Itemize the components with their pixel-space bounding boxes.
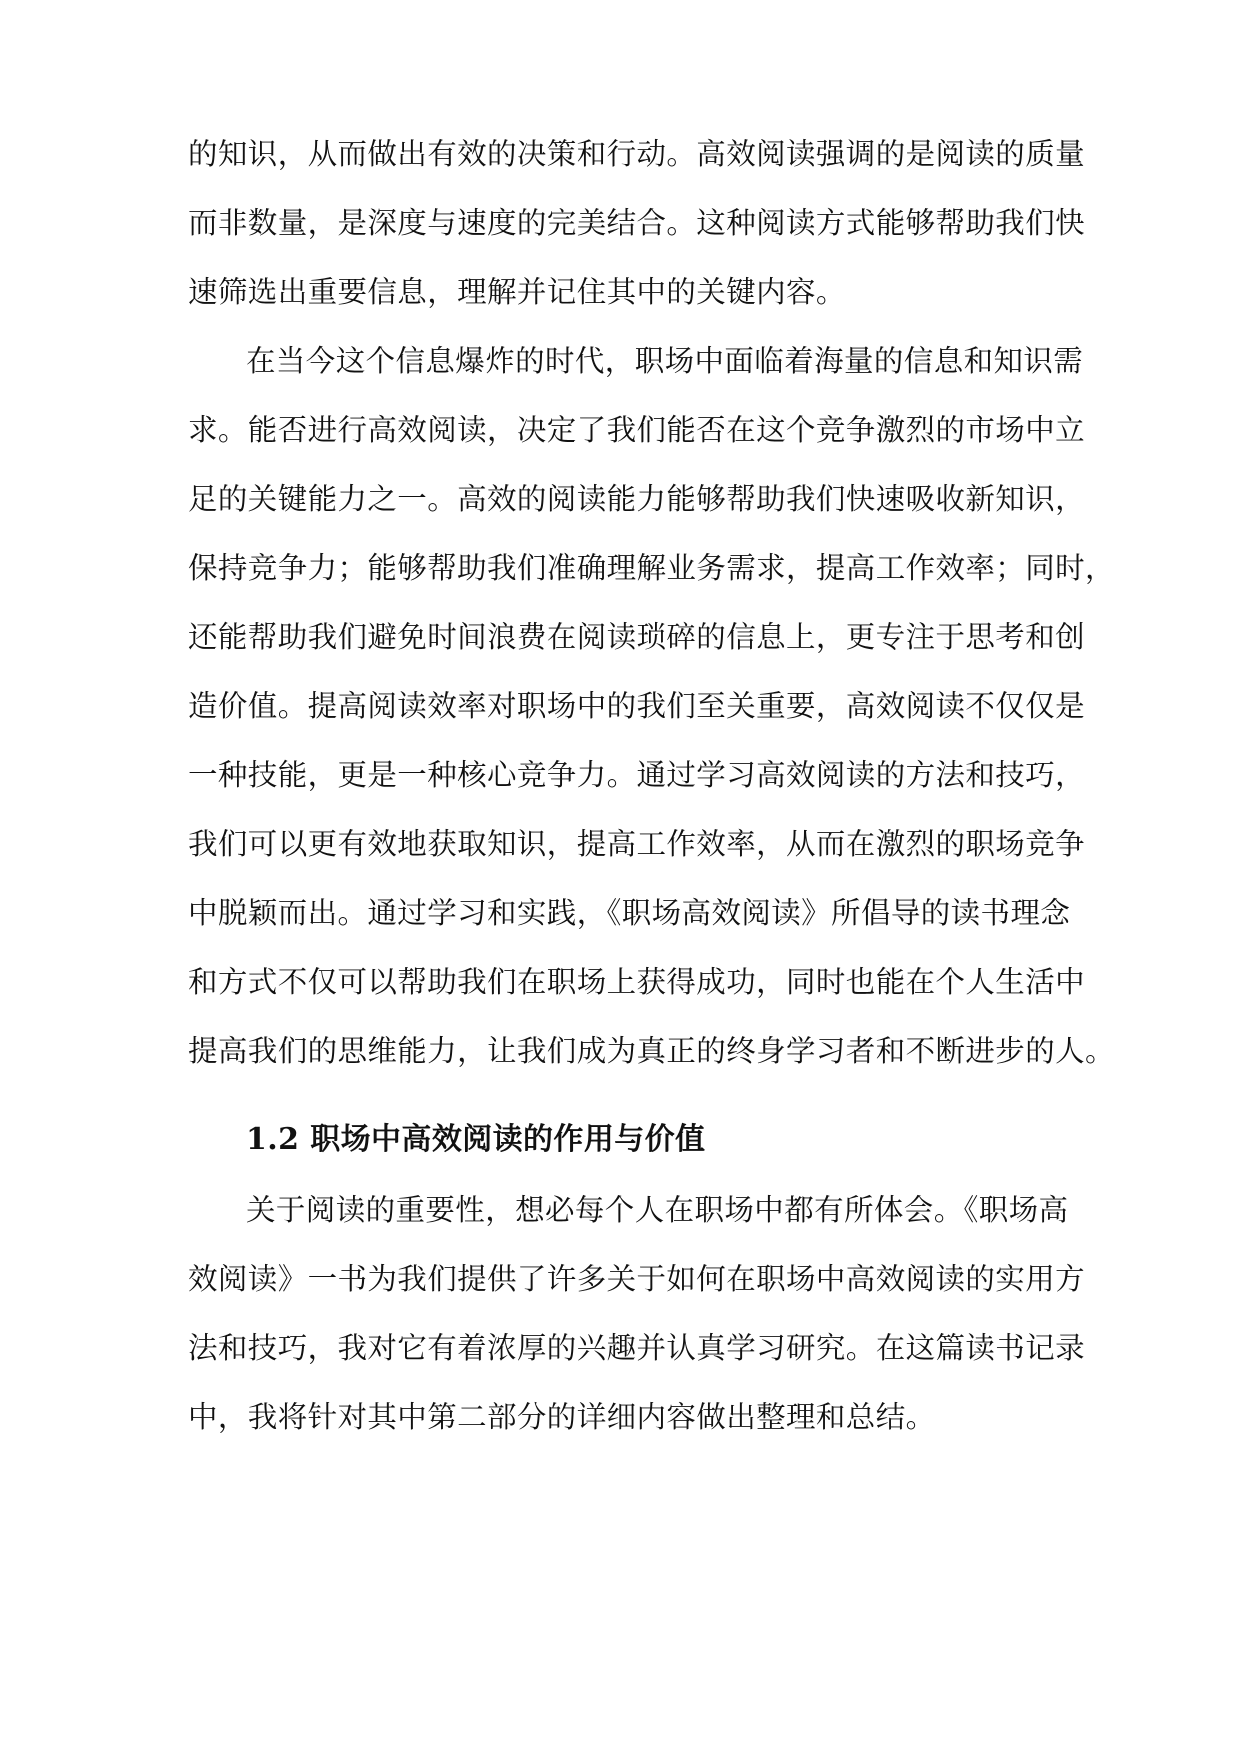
paragraph-1-line-3: 速筛选出重要信息，理解并记住其中的关键内容。 (188, 275, 846, 309)
paragraph-2-line-3: 足的关键能力之一。高效的阅读能力能够帮助我们快速吸收新知识， (188, 482, 1086, 516)
paragraph-3-line-2: 效阅读》一书为我们提供了许多关于如何在职场中高效阅读的实用方 (188, 1262, 1086, 1296)
paragraph-2-line-8: 我们可以更有效地获取知识，提高工作效率，从而在激烈的职场竞争 (188, 827, 1086, 861)
paragraph-2-line-6: 造价值。提高阅读效率对职场中的我们至关重要，高效阅读不仅仅是 (188, 689, 1086, 723)
paragraph-1-line-1: 的知识，从而做出有效的决策和行动。高效阅读强调的是阅读的质量 (188, 137, 1086, 171)
section-heading: 1.2 职场中高效阅读的作用与价值 (246, 1122, 706, 1157)
paragraph-2-line-2: 求。能否进行高效阅读，决定了我们能否在这个竞争激烈的市场中立 (188, 413, 1086, 447)
paragraph-2-line-1: 在当今这个信息爆炸的时代，职场中面临着海量的信息和知识需 (246, 344, 1084, 378)
paragraph-1-line-2: 而非数量，是深度与速度的完美结合。这种阅读方式能够帮助我们快 (188, 206, 1086, 240)
paragraph-3-line-1: 关于阅读的重要性，想必每个人在职场中都有所体会。《职场高 (246, 1193, 1069, 1227)
paragraph-3-line-3: 法和技巧，我对它有着浓厚的兴趣并认真学习研究。在这篇读书记录 (188, 1331, 1086, 1365)
paragraph-2-line-4: 保持竞争力；能够帮助我们准确理解业务需求，提高工作效率；同时， (188, 551, 1115, 585)
paragraph-3-line-4: 中，我将针对其中第二部分的详细内容做出整理和总结。 (188, 1400, 936, 1434)
paragraph-2-line-10: 和方式不仅可以帮助我们在职场上获得成功，同时也能在个人生活中 (188, 965, 1086, 999)
paragraph-2-line-5: 还能帮助我们避免时间浪费在阅读琐碎的信息上，更专注于思考和创 (188, 620, 1086, 654)
paragraph-2-line-7: 一种技能，更是一种核心竞争力。通过学习高效阅读的方法和技巧， (188, 758, 1086, 792)
paragraph-2-line-9: 中脱颖而出。通过学习和实践，《职场高效阅读》所倡导的读书理念 (188, 896, 1071, 930)
paragraph-2-line-11: 提高我们的思维能力，让我们成为真正的终身学习者和不断进步的人。 (188, 1034, 1115, 1068)
